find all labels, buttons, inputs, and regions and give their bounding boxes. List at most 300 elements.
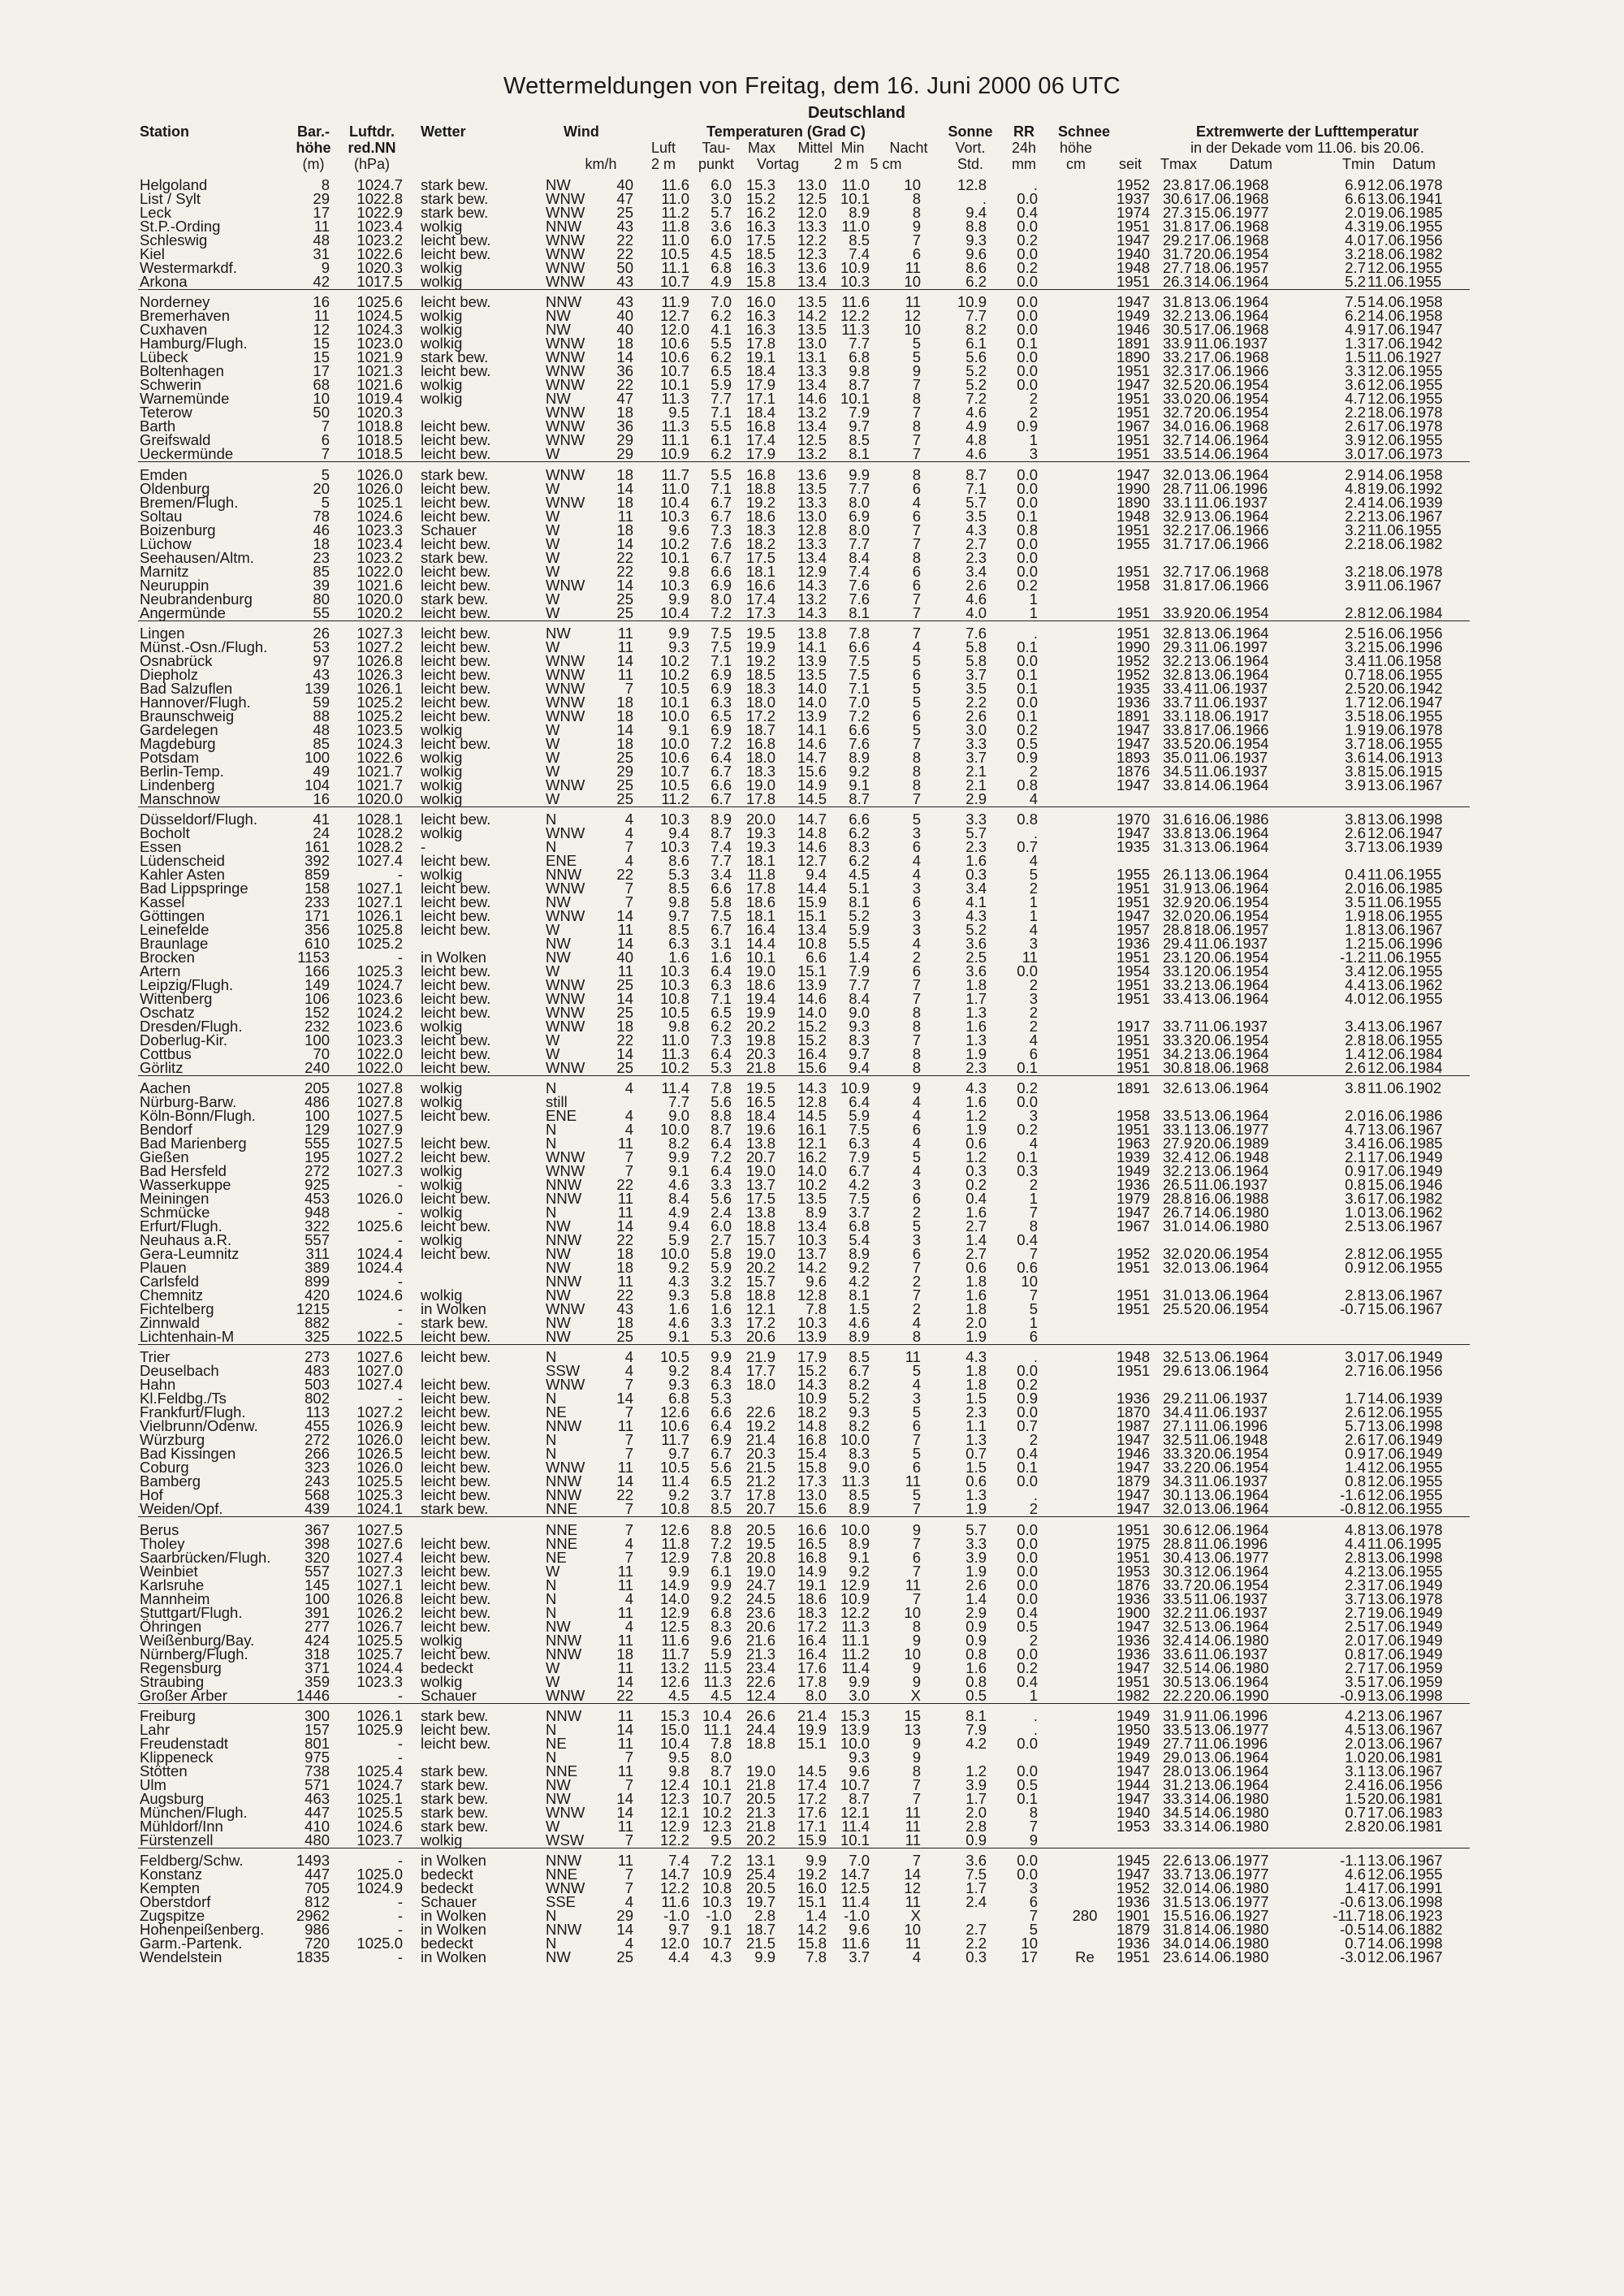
cell-station: Neuruppin xyxy=(140,576,209,594)
cell-sonne: 1.3 xyxy=(965,1486,987,1504)
cell-station: Zinnwald xyxy=(140,1314,201,1332)
cell-wind-kmh: 11 xyxy=(617,1273,633,1291)
cell-mittel-vortag: 12.9 xyxy=(797,562,827,580)
cell-tmax-datum: 20.06.1954 xyxy=(1194,1300,1269,1318)
cell-station: Lüchow xyxy=(140,534,192,552)
cell-luftdruck: 1024.3 xyxy=(356,734,403,752)
cell-rr: 2 xyxy=(1029,880,1038,897)
cell-wind-richtung: WNW xyxy=(546,1803,585,1821)
cell-mittel-vortag: 15.6 xyxy=(797,1059,827,1076)
cell-luftdruck: 1027.5 xyxy=(356,1135,403,1152)
cell-rr: 0.0 xyxy=(1017,534,1038,552)
cell-tmin-datum: 13.06.1939 xyxy=(1367,838,1443,855)
cell-wetter: leicht bew. xyxy=(421,1045,491,1062)
cell-bar-hoehe: 129 xyxy=(304,1121,330,1139)
cell-min-2m: 7.5 xyxy=(849,651,870,669)
group-divider xyxy=(138,461,1470,462)
cell-wind-richtung: still xyxy=(546,1093,568,1111)
cell-station: Bad Lippspringe xyxy=(140,880,248,897)
cell-tmax: 25.5 xyxy=(1162,1300,1192,1318)
cell-luftdruck: 1027.2 xyxy=(356,1148,403,1166)
cell-taupunkt: 10.1 xyxy=(702,1775,732,1793)
cell-luftdruck: - xyxy=(397,1231,403,1249)
cell-wind-kmh: 14 xyxy=(616,1217,633,1235)
cell-wetter: leicht bew. xyxy=(421,445,491,463)
cell-min-nacht: 8 xyxy=(912,548,921,566)
cell-sonne: 0.3 xyxy=(965,1162,987,1180)
cell-taupunkt: 10.8 xyxy=(702,1879,732,1896)
cell-wind-richtung: NNW xyxy=(546,218,582,236)
cell-min-nacht: 12 xyxy=(904,1879,921,1896)
cell-luft: 11.3 xyxy=(661,1045,689,1062)
cell-tmin: 1.7 xyxy=(1345,1390,1366,1407)
cell-max-vortag: 18.1 xyxy=(745,907,775,924)
cell-min-nacht: 9 xyxy=(912,1520,921,1538)
cell-min-nacht: 11 xyxy=(905,1831,921,1848)
header-bar-1: Bar.- xyxy=(296,123,330,140)
cell-bar-hoehe: 100 xyxy=(304,1589,330,1607)
cell-luftdruck: 1020.0 xyxy=(356,789,403,807)
cell-sonne: 2.6 xyxy=(965,576,987,594)
cell-taupunkt: 6.3 xyxy=(710,1376,732,1394)
cell-luft: 10.0 xyxy=(659,1245,689,1263)
cell-taupunkt: 6.3 xyxy=(710,693,732,711)
cell-wetter: leicht bew. xyxy=(421,707,491,724)
cell-mittel-vortag: 15.9 xyxy=(797,893,827,910)
cell-min-2m: 9.2 xyxy=(849,1562,870,1580)
cell-wind-richtung: N xyxy=(546,1431,557,1449)
cell-min-nacht: 6 xyxy=(912,1548,921,1566)
cell-max-vortag: 16.3 xyxy=(745,259,775,277)
cell-sonne: 1.9 xyxy=(965,1562,987,1580)
cell-sonne: 1.9 xyxy=(965,1328,987,1346)
cell-mittel-vortag: 13.4 xyxy=(797,921,827,938)
cell-tmin: 2.4 xyxy=(1345,493,1366,511)
cell-min-2m: 12.5 xyxy=(840,1879,870,1896)
cell-tmax: 34.2 xyxy=(1162,1045,1192,1062)
cell-taupunkt: 6.4 xyxy=(710,748,732,766)
cell-mittel-vortag: 14.7 xyxy=(797,811,827,828)
cell-min-2m: 8.5 xyxy=(849,431,870,449)
cell-tmax-datum: 14.06.1980 xyxy=(1194,1803,1269,1821)
cell-taupunkt: 7.2 xyxy=(710,1148,732,1166)
cell-max-vortag: 18.3 xyxy=(745,679,775,697)
cell-wind-kmh: 29 xyxy=(616,445,633,463)
cell-taupunkt: 5.8 xyxy=(710,1286,732,1304)
cell-tmin-datum: 16.06.1956 xyxy=(1367,1362,1443,1380)
cell-seit: 1951 xyxy=(1116,1031,1151,1049)
cell-wind-kmh: 14 xyxy=(616,1921,633,1938)
cell-wind-richtung: N xyxy=(546,1907,557,1924)
cell-tmin: 2.0 xyxy=(1345,1631,1366,1649)
cell-tmax-datum: 17.06.1968 xyxy=(1194,562,1269,580)
cell-wetter: bedeckt xyxy=(421,1879,473,1896)
cell-min-2m: 11.3 xyxy=(841,1617,870,1635)
cell-min-2m: 12.2 xyxy=(840,307,870,325)
cell-rr: 0.0 xyxy=(1017,307,1038,325)
cell-max-vortag: 20.3 xyxy=(745,1045,775,1062)
cell-wetter: wolkig xyxy=(421,259,463,277)
cell-min-nacht: 8 xyxy=(912,465,921,483)
cell-bar-hoehe: 1446 xyxy=(296,1686,330,1704)
cell-tmax-datum: 13.06.1977 xyxy=(1194,1720,1269,1738)
cell-luft: 10.2 xyxy=(659,651,689,669)
cell-luftdruck: 1018.8 xyxy=(356,417,403,435)
cell-luftdruck: 1025.1 xyxy=(356,493,403,511)
cell-tmin: 2.0 xyxy=(1345,1734,1366,1752)
cell-tmin: 4.8 xyxy=(1345,1520,1366,1538)
cell-tmin-datum: 13.06.1941 xyxy=(1367,190,1443,208)
cell-mittel-vortag: 12.5 xyxy=(797,431,827,449)
cell-max-vortag: 18.4 xyxy=(745,404,775,422)
cell-tmax: 29.2 xyxy=(1162,1390,1192,1407)
cell-wind-kmh: 22 xyxy=(616,1286,633,1304)
cell-wind-richtung: NE xyxy=(546,1403,567,1421)
cell-mittel-vortag: 19.9 xyxy=(797,1720,827,1738)
cell-mittel-vortag: 14.9 xyxy=(797,776,827,793)
cell-luftdruck: 1027.8 xyxy=(356,1079,403,1097)
cell-min-2m: 9.0 xyxy=(849,1004,870,1021)
cell-station: Freudenstadt xyxy=(140,1734,229,1752)
cell-max-vortag: 21.2 xyxy=(745,1472,775,1490)
cell-bar-hoehe: 272 xyxy=(304,1162,330,1180)
cell-min-2m: 7.6 xyxy=(849,576,870,594)
cell-tmax: 31.6 xyxy=(1162,811,1192,828)
cell-min-nacht: 7 xyxy=(912,1031,921,1049)
cell-luft: 14.7 xyxy=(659,1866,689,1883)
cell-luft: 10.7 xyxy=(659,273,689,291)
cell-luftdruck: - xyxy=(397,1893,403,1910)
cell-wind-richtung: WNW xyxy=(546,493,585,511)
cell-max-vortag: 15.2 xyxy=(745,190,775,208)
cell-tmin: 1.8 xyxy=(1345,921,1366,938)
cell-min-nacht: 11 xyxy=(905,1935,921,1952)
cell-tmin: 3.2 xyxy=(1345,521,1366,538)
cell-min-2m: 8.7 xyxy=(849,376,870,394)
cell-rr: 0.0 xyxy=(1017,1472,1038,1490)
cell-taupunkt: 10.9 xyxy=(702,1866,732,1883)
cell-luft: 11.8 xyxy=(661,1534,689,1552)
cell-tmin: 4.3 xyxy=(1345,218,1366,236)
group-divider xyxy=(138,1516,1470,1517)
cell-tmax-datum: 17.06.1966 xyxy=(1194,534,1269,552)
cell-mittel-vortag: 12.8 xyxy=(797,1286,827,1304)
cell-mittel-vortag: 13.7 xyxy=(797,1245,827,1263)
cell-seit: 1936 xyxy=(1116,1589,1151,1607)
cell-tmin-datum: 19.06.1978 xyxy=(1367,720,1443,738)
cell-seit: 1990 xyxy=(1116,638,1151,655)
cell-wetter: wolkig xyxy=(421,1018,463,1035)
cell-min-nacht: 6 xyxy=(912,962,921,979)
cell-seit: 1940 xyxy=(1116,245,1151,263)
cell-max-vortag: 19.3 xyxy=(745,838,775,855)
cell-sonne: 2.6 xyxy=(965,1576,987,1593)
cell-tmax: 32.7 xyxy=(1162,404,1192,422)
cell-station: Cottbus xyxy=(140,1045,192,1062)
cell-wind-richtung: NNW xyxy=(546,1176,582,1194)
cell-luftdruck: 1023.3 xyxy=(356,1031,403,1049)
cell-sonne: 0.3 xyxy=(965,866,987,883)
cell-luft: 11.1 xyxy=(661,259,689,277)
cell-min-nacht: 2 xyxy=(912,1204,921,1222)
cell-bar-hoehe: 17 xyxy=(313,204,330,222)
cell-tmin: 4.2 xyxy=(1345,1562,1366,1580)
cell-tmin-datum: 12.06.1955 xyxy=(1367,990,1443,1007)
cell-bar-hoehe: 398 xyxy=(304,1534,330,1552)
cell-station: Leinefelde xyxy=(140,921,209,938)
cell-bar-hoehe: 463 xyxy=(304,1789,330,1807)
cell-bar-hoehe: 420 xyxy=(304,1286,330,1304)
cell-rr: 0.4 xyxy=(1017,1672,1038,1690)
cell-sonne: 2.9 xyxy=(965,1603,987,1621)
cell-min-2m: 7.5 xyxy=(849,665,870,683)
cell-luft: 9.3 xyxy=(668,1286,689,1304)
group-divider xyxy=(138,1344,1470,1345)
cell-sonne: 1.9 xyxy=(965,1121,987,1139)
cell-tmin-datum: 17.06.1942 xyxy=(1367,335,1443,352)
cell-station: Bremerhaven xyxy=(140,307,231,325)
cell-max-vortag: 21.8 xyxy=(745,1817,775,1835)
cell-wetter: stark bew. xyxy=(421,1803,489,1821)
cell-seit: 1945 xyxy=(1116,1852,1151,1869)
cell-luft: 10.3 xyxy=(659,976,689,993)
cell-wind-kmh: 22 xyxy=(616,1031,633,1049)
cell-seit: 1947 xyxy=(1116,1658,1151,1676)
cell-tmin-datum: 17.06.1991 xyxy=(1367,1879,1443,1896)
cell-max-vortag: 18.8 xyxy=(745,1734,775,1752)
cell-tmin: 1.2 xyxy=(1345,935,1366,952)
cell-seit: 1951 xyxy=(1116,880,1151,897)
cell-seit: 1946 xyxy=(1116,321,1151,339)
cell-tmin: 0.8 xyxy=(1345,1472,1366,1490)
cell-wetter: wolkig xyxy=(421,789,463,807)
cell-wind-kmh: 7 xyxy=(624,880,633,897)
cell-tmin-datum: 18.06.1978 xyxy=(1367,404,1443,422)
cell-wind-richtung: NW xyxy=(546,1948,571,1965)
cell-mittel-vortag: 13.9 xyxy=(797,707,827,724)
cell-bar-hoehe: 557 xyxy=(304,1562,330,1580)
cell-rr: 0.7 xyxy=(1017,838,1038,855)
cell-station: Großer Arber xyxy=(140,1686,227,1704)
cell-tmax: 32.5 xyxy=(1162,376,1192,394)
cell-max-vortag: 20.8 xyxy=(745,1548,775,1566)
cell-tmin-datum: 17.06.1949 xyxy=(1367,1631,1443,1649)
cell-bar-hoehe: 157 xyxy=(304,1720,330,1738)
cell-bar-hoehe: 300 xyxy=(304,1706,330,1724)
cell-wind-richtung: NW xyxy=(546,1286,571,1304)
cell-tmax: 26.1 xyxy=(1162,866,1192,883)
cell-wind-richtung: NNW xyxy=(546,1486,582,1504)
cell-rr: 0.1 xyxy=(1017,1459,1038,1477)
cell-mittel-vortag: 13.3 xyxy=(797,218,827,236)
cell-luftdruck: - xyxy=(397,1948,403,1965)
cell-station: Saarbrücken/Flugh. xyxy=(140,1548,271,1566)
cell-tmax-datum: 13.06.1964 xyxy=(1194,976,1269,993)
cell-luftdruck: 1019.4 xyxy=(356,390,403,408)
cell-station: Kl.Feldbg./Ts xyxy=(140,1390,227,1407)
cell-tmin-datum: 16.06.1986 xyxy=(1367,1107,1443,1125)
cell-rr: 0.1 xyxy=(1017,335,1038,352)
cell-sonne: 2.5 xyxy=(965,949,987,966)
header-rr-3: mm xyxy=(1012,156,1036,172)
cell-tmin: 7.5 xyxy=(1345,293,1366,311)
cell-wind-kmh: 29 xyxy=(616,431,633,449)
cell-min-2m: 6.7 xyxy=(849,1162,870,1180)
cell-taupunkt: 7.1 xyxy=(710,990,732,1007)
cell-luftdruck: 1026.9 xyxy=(356,1417,403,1435)
cell-tmin-datum: 13.06.1967 xyxy=(1367,1720,1443,1738)
cell-min-nacht: 6 xyxy=(912,665,921,683)
cell-seit: 1955 xyxy=(1116,866,1151,883)
cell-bar-hoehe: 9 xyxy=(321,259,330,277)
cell-mittel-vortag: 14.5 xyxy=(797,1762,827,1779)
cell-tmax-datum: 14.06.1980 xyxy=(1194,1789,1269,1807)
cell-station: Arkona xyxy=(140,273,188,291)
cell-min-2m: 6.9 xyxy=(849,507,870,525)
cell-tmax: 30.4 xyxy=(1162,1548,1192,1566)
cell-taupunkt: 1.6 xyxy=(710,949,732,966)
cell-tmax-datum: 18.06.1957 xyxy=(1194,921,1269,938)
cell-rr: 5 xyxy=(1029,1921,1038,1938)
cell-mittel-vortag: 14.2 xyxy=(797,307,827,325)
cell-tmin-datum: 12.06.1955 xyxy=(1367,390,1443,408)
cell-rr: 0.9 xyxy=(1017,417,1038,435)
cell-tmin-datum: 12.06.1955 xyxy=(1367,431,1443,449)
cell-luft: 4.6 xyxy=(668,1314,689,1332)
cell-sonne: 1.6 xyxy=(965,1093,987,1111)
cell-sonne: 7.6 xyxy=(965,624,987,642)
cell-mittel-vortag: 15.2 xyxy=(797,1018,827,1035)
cell-rr: 0.0 xyxy=(1017,293,1038,311)
cell-tmin-datum: 14.06.1913 xyxy=(1367,748,1443,766)
cell-wind-kmh: 4 xyxy=(624,1107,633,1125)
cell-wetter: leicht bew. xyxy=(421,1004,491,1021)
cell-seit: 1951 xyxy=(1116,218,1151,236)
cell-bar-hoehe: 555 xyxy=(304,1135,330,1152)
cell-max-vortag: 20.5 xyxy=(745,1789,775,1807)
cell-taupunkt: 7.1 xyxy=(710,404,732,422)
cell-luft: 11.6 xyxy=(661,1893,689,1910)
cell-rr: 0.0 xyxy=(1017,465,1038,483)
cell-min-nacht: 3 xyxy=(912,1176,921,1194)
cell-wind-richtung: N xyxy=(546,1445,557,1463)
cell-tmax: 33.5 xyxy=(1162,734,1192,752)
cell-taupunkt: 7.3 xyxy=(710,521,732,538)
cell-sonne: 8.2 xyxy=(965,321,987,339)
cell-bar-hoehe: 7 xyxy=(321,445,330,463)
cell-tmin: 1.4 xyxy=(1345,1459,1366,1477)
cell-tmin-datum: 13.06.1967 xyxy=(1367,1734,1443,1752)
cell-luft: 9.9 xyxy=(668,1562,689,1580)
cell-station: Augsburg xyxy=(140,1789,205,1807)
cell-taupunkt: 6.5 xyxy=(710,1004,732,1021)
cell-wetter: leicht bew. xyxy=(421,1190,491,1208)
cell-min-2m: 5.9 xyxy=(849,921,870,938)
cell-max-vortag: 17.7 xyxy=(745,1362,775,1380)
cell-max-vortag: 19.2 xyxy=(745,651,775,669)
cell-luft: 12.0 xyxy=(659,321,689,339)
cell-wind-richtung: W xyxy=(546,720,560,738)
cell-wind-richtung: NNE xyxy=(546,1534,578,1552)
cell-luftdruck: 1021.9 xyxy=(356,348,403,366)
cell-wind-kmh: 25 xyxy=(616,603,633,621)
cell-taupunkt: 7.8 xyxy=(710,1734,732,1752)
cell-wind-richtung: WNW xyxy=(546,1686,585,1704)
cell-station: Görlitz xyxy=(140,1059,184,1076)
cell-tmax-datum: 12.06.1948 xyxy=(1194,1148,1269,1166)
header-vortag: Vortag xyxy=(756,156,800,172)
cell-min-nacht: 3 xyxy=(912,880,921,897)
cell-seit: 1951 xyxy=(1116,976,1151,993)
cell-min-nacht: 11 xyxy=(905,1472,921,1490)
cell-bar-hoehe: 571 xyxy=(304,1775,330,1793)
cell-taupunkt: 8.0 xyxy=(710,1748,732,1766)
cell-min-2m: 9.2 xyxy=(849,1259,870,1277)
cell-wind-kmh: 36 xyxy=(616,417,633,435)
cell-wind-richtung: NNE xyxy=(546,1866,578,1883)
cell-tmin-datum: 17.06.1947 xyxy=(1367,321,1443,339)
cell-max-vortag: 20.2 xyxy=(745,1018,775,1035)
station-row xyxy=(0,789,1624,807)
cell-min-2m: 10.9 xyxy=(840,259,870,277)
cell-rr: 0.0 xyxy=(1017,1734,1038,1752)
cell-rr: 0.0 xyxy=(1017,1362,1038,1380)
cell-min-nacht: 7 xyxy=(912,1500,921,1518)
cell-taupunkt: 10.4 xyxy=(702,1706,732,1724)
cell-tmax-datum: 11.06.1937 xyxy=(1194,1603,1268,1621)
header-sonne-2: Vort. xyxy=(955,140,986,156)
cell-tmin: 3.3 xyxy=(1345,362,1366,380)
cell-luftdruck: 1025.9 xyxy=(356,1720,403,1738)
cell-tmin-datum: 11.06.1955 xyxy=(1367,949,1442,966)
cell-wetter: leicht bew. xyxy=(421,562,491,580)
cell-tmax-datum: 16.06.1988 xyxy=(1194,1190,1269,1208)
cell-sonne: 9.4 xyxy=(965,204,987,222)
cell-luftdruck: 1023.5 xyxy=(356,720,403,738)
cell-luftdruck: 1024.4 xyxy=(356,1259,403,1277)
cell-wind-richtung: W xyxy=(546,1031,560,1049)
cell-wetter: wolkig xyxy=(421,1079,463,1097)
cell-bar-hoehe: 272 xyxy=(304,1431,330,1449)
cell-tmin: 3.2 xyxy=(1345,245,1366,263)
cell-luft: 12.1 xyxy=(659,1803,689,1821)
cell-tmin-datum: 14.06.1958 xyxy=(1367,293,1443,311)
cell-tmax-datum: 18.06.1917 xyxy=(1194,707,1269,724)
cell-tmin-datum: 12.06.1955 xyxy=(1367,1866,1443,1883)
cell-min-2m: 8.1 xyxy=(849,1286,870,1304)
cell-seit: 1947 xyxy=(1116,293,1151,311)
cell-wind-kmh: 4 xyxy=(624,1617,633,1635)
cell-luftdruck: 1024.6 xyxy=(356,507,403,525)
cell-min-nacht: 3 xyxy=(912,921,921,938)
cell-station: Neuhaus a.R. xyxy=(140,1231,232,1249)
cell-rr: 0.2 xyxy=(1017,259,1038,277)
cell-luft: 9.3 xyxy=(668,638,689,655)
cell-tmax-datum: 11.06.1937 xyxy=(1194,748,1268,766)
cell-rr: 0.0 xyxy=(1017,1562,1038,1580)
cell-wind-kmh: 4 xyxy=(624,1534,633,1552)
cell-taupunkt: 6.7 xyxy=(710,548,732,566)
cell-wetter: wolkig xyxy=(421,1231,463,1249)
cell-max-vortag: 23.6 xyxy=(745,1603,775,1621)
cell-taupunkt: 9.1 xyxy=(710,1921,732,1938)
cell-wind-richtung: N xyxy=(546,1576,557,1593)
cell-sonne: 6.1 xyxy=(965,335,987,352)
cell-tmin-datum: 12.06.1955 xyxy=(1367,1245,1443,1263)
cell-wind-kmh: 7 xyxy=(624,1548,633,1566)
cell-rr: 0.2 xyxy=(1017,576,1038,594)
cell-tmin: 3.5 xyxy=(1345,1672,1366,1690)
